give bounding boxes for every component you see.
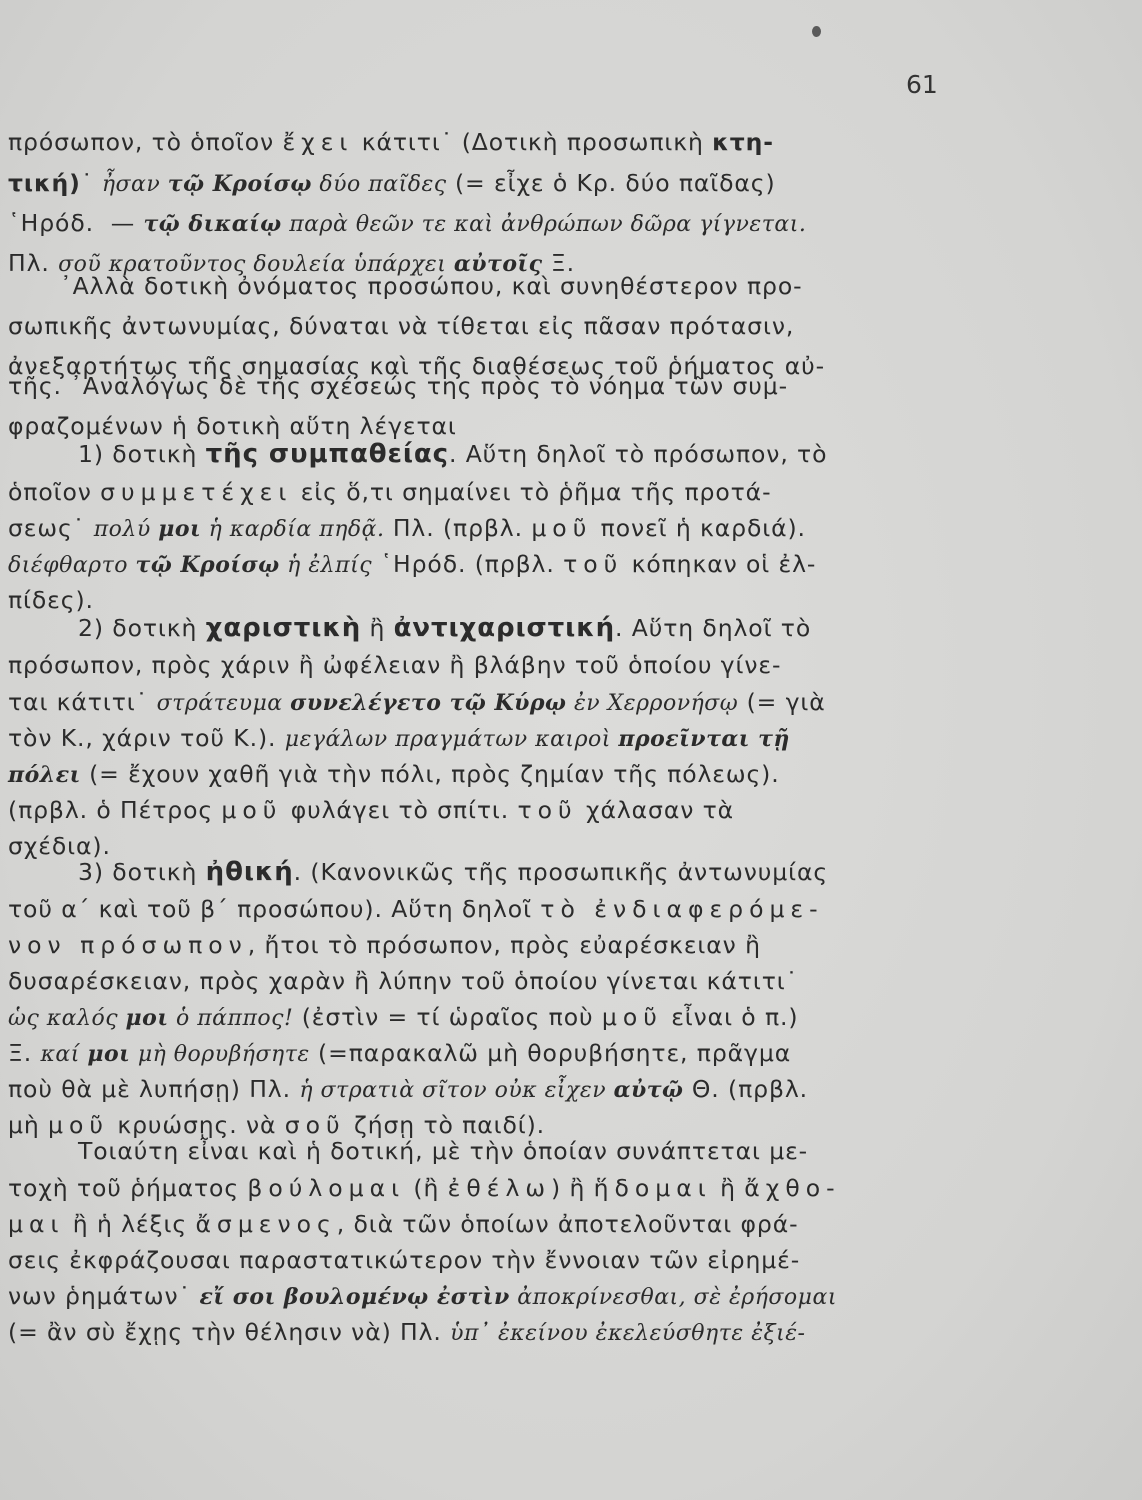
text-span: τὸ ἐνδιαφερόμε- (540, 895, 824, 923)
text-span: τῆς. ᾿Αναλόγως δὲ τῆς σχέσεώς της πρὸς τὸ νόημα τῶν συμ- (8, 372, 788, 400)
text-span: πίδες). (8, 586, 94, 614)
text-span: εἰς ὅ,τι σημαίνει τὸ ῥῆμα τῆς προτά- (292, 478, 772, 506)
text-span: Θ. (πρβλ. (683, 1075, 809, 1103)
text-line (0, 645, 1142, 685)
text-span: ἐν Χερρονήσῳ (566, 691, 739, 716)
text-span: Πλ. (πρβλ. (384, 514, 532, 542)
text-span: βούλομαι (247, 1174, 406, 1202)
text-span: τῷ Κροίσῳ (135, 552, 280, 578)
text-line (0, 1204, 1142, 1244)
text-span: , διὰ τῶν ὁποίων ἀποτελοῦνται φρά- (336, 1210, 799, 1238)
text-span: ὁποῖον (8, 478, 101, 506)
text-span: ται κάτιτι˙ (8, 688, 157, 716)
text-line (0, 790, 1142, 830)
text-span: χάλασαν τὰ (577, 796, 735, 824)
text-span: μὴ θορυβήσητε (130, 1042, 310, 1067)
text-span: διέφθαρτο (8, 553, 136, 578)
text-span: εἶναι ὁ π.) (662, 1003, 799, 1031)
text-line (0, 889, 1142, 929)
text-span: (= ἔχουν χαθῆ γιὰ τὴν πόλι, πρὸς ζημίαν τῆς πόλεως). (80, 760, 780, 788)
text-span: (=παρακαλῶ μὴ θορυβήσητε, πρᾶγμα (309, 1039, 792, 1067)
text-span: ˙ (80, 169, 102, 197)
text-span: ἥδομαι (593, 1174, 712, 1202)
text-span: ὡς καλός (8, 1006, 126, 1031)
text-span: (= εἶχε ὁ Κρ. δύο παῖδας) (446, 169, 776, 197)
text-span: . (Κανονικῶς τῆς προσωπικῆς ἀντωνυμίας (293, 858, 829, 886)
text-span: (= γιὰ (738, 688, 826, 716)
text-span: μοι (87, 1041, 131, 1067)
text-line (0, 925, 1142, 965)
text-span: κτη- (712, 128, 774, 156)
text-span: συνελέγετο τῷ Κύρῳ (290, 690, 567, 716)
text-span: μοι (125, 1005, 169, 1031)
text-span: , ἤτοι τὸ πρόσωπον, πρὸς εὐαρέσκειαν ἢ (247, 931, 761, 959)
text-span: ἀποκρίνεσθαι, σὲ ἐρήσομαι (509, 1285, 837, 1310)
text-span: τῆς συμπαθείας (205, 439, 449, 469)
text-span: σωπικῆς ἀντωνυμίας, δύναται νὰ τίθεται εἰς πᾶσαν πρότασιν, (8, 312, 795, 340)
text-line (0, 754, 1142, 794)
text-line (0, 682, 1142, 722)
text-span: νων ῥημάτων˙ (8, 1282, 200, 1310)
text-span: μοῦ (221, 796, 283, 824)
text-line (0, 472, 1142, 512)
text-span: ) ἢ (551, 1174, 594, 1202)
text-span: τὸν Κ., χάριν τοῦ Κ.). (8, 724, 285, 752)
text-line (0, 266, 1142, 306)
text-span: ῾Ηρόδ. — (8, 209, 144, 237)
text-line (0, 544, 1142, 584)
text-span: τική) (8, 169, 81, 197)
text-span: ὑπ᾿ ἐκείνου ἐκελεύσθητε ἐξιέ- (450, 1321, 806, 1346)
text-line (0, 718, 1142, 758)
text-span: κόπηκαν οἱ ἐλ- (623, 550, 817, 578)
text-span: Πλ. (8, 249, 59, 277)
text-span: τοχὴ τοῦ ῥήματος (8, 1174, 248, 1202)
text-span: φραζομένων ἡ δοτικὴ αὕτη λέγεται (8, 412, 457, 440)
text-span: μαι (8, 1210, 65, 1238)
text-span: συμμετέχει (100, 478, 293, 506)
text-span: ἐθέλω (447, 1174, 552, 1202)
text-span: ζήσῃ τὸ παιδί). (345, 1111, 546, 1139)
text-span: ἢ (361, 614, 394, 642)
text-span: μοῦ (48, 1111, 109, 1139)
text-span: τοῦ (563, 550, 624, 578)
text-span: (ἐστὶν = τί ὡραῖος ποὺ (293, 1003, 602, 1031)
text-span: σχέδια). (8, 832, 111, 860)
text-line (0, 508, 1142, 548)
text-span: τῷ δικαίῳ (143, 211, 282, 237)
text-line (0, 997, 1142, 1037)
text-line (0, 163, 1142, 203)
text-span: αὐτῷ (613, 1077, 684, 1103)
text-line (0, 1033, 1142, 1073)
text-span: σοῦ κρατοῦντος δουλεία ὑπάρχει (58, 252, 454, 277)
text-span: καί (40, 1042, 88, 1067)
text-line (0, 1168, 1142, 1208)
text-span: ἄχθο- (744, 1174, 841, 1202)
text-span: κρυώσῃς. νὰ (108, 1111, 285, 1139)
text-span: σεις ἐκφράζουσαι παραστατικώτερον τὴν ἔννοιαν τῶν εἰρημέ- (8, 1246, 801, 1274)
text-line (0, 1069, 1142, 1109)
text-line (0, 203, 1142, 243)
text-span: ἠθική (205, 857, 294, 887)
text-span: ποὺ θὰ μὲ λυπήσῃ) Πλ. (8, 1075, 300, 1103)
text-span: τοῦ (517, 796, 578, 824)
text-span: ἔχει (282, 128, 354, 156)
text-span: 1) δοτικὴ (78, 440, 206, 468)
text-span: παρὰ θεῶν τε καὶ ἀνθρώπων δῶρα γίγνεται. (281, 212, 807, 237)
text-span: εἴ σοι βουλομένῳ ἐστὶν (199, 1284, 510, 1310)
text-span: Τοιαύτη εἶναι καὶ ἡ δοτική, μὲ τὴν ὁποίαν συνάπτεται με- (78, 1137, 809, 1165)
text-span: ἄσμενος (195, 1210, 337, 1238)
text-span: ᾿Αλλὰ δοτικὴ ὀνόματος προσώπου, καὶ συνηθέστερον προ- (60, 272, 803, 300)
text-span: μοῦ (601, 1003, 663, 1031)
text-span: αὐτοῖς (453, 251, 543, 277)
text-span: ὁ πάππος! (168, 1006, 294, 1031)
text-span: μοι (158, 516, 202, 542)
text-line (0, 1312, 1142, 1352)
page-number: 61 (906, 70, 938, 99)
text-span: νον πρόσωπον (8, 931, 248, 959)
text-span: πρόσωπον, πρὸς χάριν ἢ ὠφέλειαν ἢ βλάβην τοῦ ὁποίου γίνε- (8, 651, 782, 679)
text-line (0, 366, 1142, 406)
text-span: ἢ (711, 1174, 745, 1202)
text-span: (= ἂν σὺ ἔχῃς τὴν θέλησιν νὰ) Πλ. (8, 1318, 451, 1346)
text-span: ἢ ἡ λέξις (64, 1210, 196, 1238)
text-span: . Αὕτη δηλοῖ τὸ πρόσωπον, τὸ (448, 440, 828, 468)
text-span: ἀνεξαρτήτως τῆς σημασίας καὶ τῆς διαθέσεως τοῦ ῥήματος αὐ- (8, 352, 826, 380)
text-span: μὴ (8, 1111, 49, 1139)
text-span: ἀντιχαριστική (393, 613, 615, 643)
text-span: κάτιτι˙ (Δοτικὴ προσωπικὴ (353, 128, 713, 156)
text-span: πόλει (8, 762, 81, 788)
text-span: ἦσαν (101, 172, 168, 197)
text-span: 3) δοτικὴ (78, 858, 206, 886)
text-line (0, 608, 1142, 648)
text-span: δυσαρέσκειαν, πρὸς χαρὰν ἢ λύπην τοῦ ὁποίου γίνεται κάτιτι˙ (8, 967, 799, 995)
text-line (0, 852, 1142, 892)
text-span: ἡ στρατιὰ σῖτον οὐκ εἶχεν (299, 1078, 614, 1103)
text-span: ῾Ηρόδ. (πρβλ. (372, 550, 564, 578)
text-span: προεῖνται τῇ (618, 726, 790, 752)
text-span: (ἢ (405, 1174, 448, 1202)
text-line (0, 1276, 1142, 1316)
text-span: Ξ. (542, 249, 576, 277)
text-span: (πρβλ. ὁ Πέτρος (8, 796, 222, 824)
text-span: χαριστικὴ (205, 613, 362, 643)
text-span: φυλάγει τὸ σπίτι. (282, 796, 518, 824)
text-span: ἡ καρδία πηδᾷ. (201, 517, 385, 542)
text-span: τοῦ α΄ καὶ τοῦ β΄ προσώπου). Αὕτη δηλοῖ (8, 895, 541, 923)
text-span: στράτευμα (156, 691, 291, 716)
text-line (0, 1131, 1142, 1171)
text-span: πολύ (93, 517, 159, 542)
text-span: σοῦ (284, 1111, 346, 1139)
text-span: τῷ Κροίσῳ (167, 171, 312, 197)
text-span: πονεῖ ἡ καρδιά). (592, 514, 806, 542)
text-line (0, 961, 1142, 1001)
text-line (0, 1240, 1142, 1280)
text-span: Ξ. (8, 1039, 41, 1067)
text-line (0, 306, 1142, 346)
text-span: μεγάλων πραγμάτων καιροὶ (284, 727, 619, 752)
text-span: μοῦ (531, 514, 593, 542)
text-span: ἡ ἐλπίς (279, 553, 373, 578)
text-span: . Αὕτη δηλοῖ τὸ (614, 614, 812, 642)
text-line (0, 434, 1142, 474)
text-span: δύο παῖδες (311, 172, 447, 197)
text-span: 2) δοτικὴ (78, 614, 206, 642)
text-span: πρόσωπον, τὸ ὁποῖον (8, 128, 283, 156)
text-span: σεως˙ (8, 514, 94, 542)
text-line (0, 122, 1142, 162)
